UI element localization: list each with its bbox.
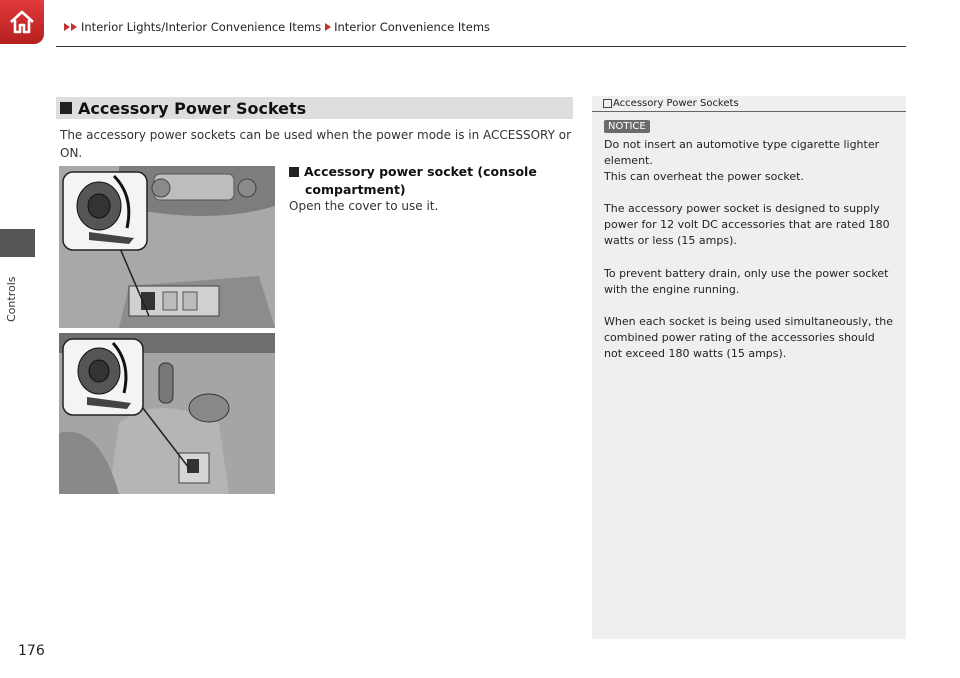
square-bullet-icon: [289, 167, 299, 177]
note-paragraph-4: To prevent battery drain, only use the power socket with the engine running.: [604, 267, 889, 296]
subsection-title-line2: compartment): [305, 182, 406, 197]
header-divider: [56, 46, 906, 47]
section-side-label: Controls: [5, 276, 18, 322]
breadcrumb-arrow-icon: [64, 23, 70, 31]
square-bullet-icon: [60, 102, 72, 114]
breadcrumb-separator-icon: [325, 23, 331, 31]
subsection-heading: [289, 163, 559, 199]
note-title: Accessory Power Sockets: [613, 98, 739, 109]
console-socket-illustration-1: [59, 166, 275, 328]
subsection-title-line1: Accessory power socket (console: [304, 164, 537, 179]
note-paragraph-2: This can overheat the power socket.: [604, 170, 804, 183]
note-paragraph-1: Do not insert an automotive type cigarette lighter element.: [604, 138, 880, 167]
breadcrumb-arrow-icon: [71, 23, 77, 31]
breadcrumb-link-1[interactable]: Interior Lights/Interior Convenience Items: [81, 20, 322, 34]
console-socket-illustration-2: [59, 333, 275, 494]
page-number: 176: [18, 643, 45, 659]
note-paragraph-3: The accessory power socket is designed to supply power for 12 volt DC accessories that are rated 180 watts or less (15 amps).: [604, 202, 890, 247]
notice-badge: NOTICE: [604, 120, 650, 133]
breadcrumb-link-2[interactable]: Interior Convenience Items: [334, 20, 491, 34]
home-icon: [7, 7, 37, 37]
section-tab-marker: [0, 229, 35, 257]
subsection-body: Open the cover to use it.: [289, 199, 439, 213]
note-paragraph-5: When each socket is being used simultaneously, the combined power rating of the accessories should not exceed 180 watts (15 amps).: [604, 315, 894, 360]
breadcrumb: [64, 20, 490, 34]
section-heading: [56, 97, 573, 119]
note-heading: [603, 98, 739, 109]
section-intro: The accessory power sockets can be used when the power mode is in ACCESSORY or ON.: [60, 128, 572, 160]
note-divider: [592, 111, 906, 112]
section-title: Accessory Power Sockets: [78, 98, 307, 118]
home-button[interactable]: [0, 0, 44, 44]
reference-mark-icon: [603, 99, 612, 108]
